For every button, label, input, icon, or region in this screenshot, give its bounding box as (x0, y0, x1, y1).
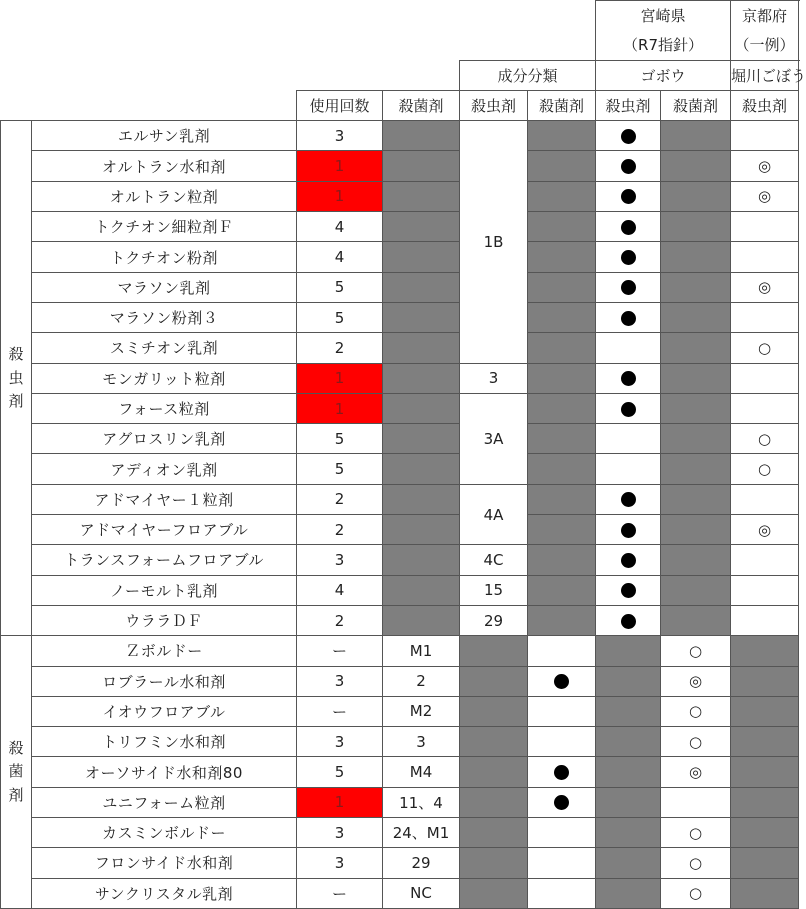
insecticide-row (1, 605, 799, 635)
use-count: 1 (297, 393, 383, 423)
filled-circle-icon (621, 371, 636, 386)
product-name: ノーモルト乳剤 (32, 575, 297, 605)
kyoto-insecticide-cell: ◎ (731, 181, 799, 211)
class-fungicide-cell (383, 242, 460, 272)
kyoto-fungicide-cell: ○ (661, 848, 731, 878)
miyazaki-fungicide-header: 殺菌剤 (528, 90, 596, 120)
use-count: 4 (297, 242, 383, 272)
class-insecticide-cell (460, 727, 528, 757)
class-fungicide-cell: NC (383, 878, 460, 908)
filled-circle-icon (621, 280, 636, 295)
kyoto-fungicide-cell (661, 363, 731, 393)
class-insecticide-cell (460, 818, 528, 848)
miyazaki-insecticide-cell (596, 302, 661, 332)
fungicide-row (1, 787, 799, 817)
kyoto-insecticide-cell (731, 484, 799, 514)
miyazaki-insecticide-cell (596, 151, 661, 181)
use-count: 4 (297, 212, 383, 242)
miyazaki-fungicide-cell (528, 696, 596, 726)
use-count: 2 (297, 333, 383, 363)
class-fungicide-cell (383, 454, 460, 484)
filled-circle-icon (554, 765, 569, 780)
miyazaki-title: 宮崎県 (596, 1, 731, 31)
kyoto-fungicide-cell (661, 272, 731, 302)
miyazaki-fungicide-cell (528, 363, 596, 393)
kyoto-insecticide-cell (731, 212, 799, 242)
class-fungicide-cell (383, 484, 460, 514)
kyoto-fungicide-cell (661, 121, 731, 151)
class-fungicide-cell (383, 181, 460, 211)
product-name: アディオン乳剤 (32, 454, 297, 484)
product-name: ロブラール水和剤 (32, 666, 297, 696)
group-char: 剤 (8, 785, 24, 804)
kyoto-insecticide-cell (731, 818, 799, 848)
use-count: 3 (297, 818, 383, 848)
kyoto-insecticide-cell (731, 393, 799, 423)
kyoto-insecticide-cell: ◎ (731, 515, 799, 545)
kyoto-insecticide-cell (731, 696, 799, 726)
class-fungicide-cell (383, 333, 460, 363)
use-count: 2 (297, 484, 383, 514)
use-count: ー (297, 696, 383, 726)
kyoto-fungicide-cell (661, 302, 731, 332)
header-row-1 (1, 1, 799, 31)
filled-circle-icon (621, 583, 636, 598)
kyoto-fungicide-cell (661, 212, 731, 242)
miyazaki-fungicide-cell (528, 212, 596, 242)
use-count: ー (297, 878, 383, 908)
class-insecticide-cell: 1B (460, 121, 528, 363)
miyazaki-insecticide-cell (596, 424, 661, 454)
kyoto-insecticide-cell (731, 878, 799, 908)
product-name: アグロスリン乳剤 (32, 424, 297, 454)
kyoto-insecticide-cell (731, 242, 799, 272)
group-char: 剤 (8, 391, 24, 410)
table-body (1, 1, 806, 909)
fungicide-group-label (1, 636, 32, 909)
kyoto-fungicide-cell: ○ (661, 636, 731, 666)
use-count: 3 (297, 848, 383, 878)
class-fungicide-cell (383, 575, 460, 605)
use-count: 3 (297, 121, 383, 151)
class-insecticide-cell (460, 666, 528, 696)
miyazaki-insecticide-cell (596, 636, 661, 666)
insecticide-row (1, 424, 799, 454)
fungicide-row (1, 636, 799, 666)
component-class-header: 成分分類 (460, 60, 596, 90)
miyazaki-fungicide-cell (528, 666, 596, 696)
miyazaki-fungicide-cell (528, 454, 596, 484)
miyazaki-fungicide-cell (528, 151, 596, 181)
filled-circle-icon (621, 523, 636, 538)
class-insecticide-cell (460, 636, 528, 666)
kyoto-fungicide-cell (661, 181, 731, 211)
filled-circle-icon (621, 614, 636, 629)
kyoto-insecticide-cell (731, 121, 799, 151)
class-insecticide-cell: 4C (460, 545, 528, 575)
insecticide-row (1, 212, 799, 242)
miyazaki-fungicide-cell (528, 545, 596, 575)
class-fungicide-cell: 3 (383, 727, 460, 757)
miyazaki-insecticide-cell (596, 393, 661, 423)
miyazaki-insecticide-cell (596, 484, 661, 514)
fungicide-row (1, 848, 799, 878)
product-name: ユニフォーム粒剤 (32, 787, 297, 817)
insecticide-row (1, 454, 799, 484)
kyoto-insecticide-cell (731, 302, 799, 332)
miyazaki-fungicide-cell (528, 121, 596, 151)
kyoto-insecticide-cell (731, 757, 799, 787)
kyoto-fungicide-cell (661, 787, 731, 817)
product-name: トクチオン細粒剤Ｆ (32, 212, 297, 242)
class-fungicide-cell (383, 515, 460, 545)
kyoto-title: 京都府 (731, 1, 799, 31)
kyoto-insecticide-header: 殺虫剤 (731, 90, 799, 120)
kyoto-fungicide-cell (661, 575, 731, 605)
insecticide-row (1, 545, 799, 575)
kyoto-insecticide-cell (731, 575, 799, 605)
class-fungicide-cell: M4 (383, 757, 460, 787)
miyazaki-fungicide-cell (528, 302, 596, 332)
kyoto-insecticide-cell: ○ (731, 424, 799, 454)
class-insecticide-header: 殺虫剤 (460, 90, 528, 120)
miyazaki-crop: ゴボウ (596, 60, 731, 90)
kyoto-fungicide-cell: ○ (661, 878, 731, 908)
filled-circle-icon (621, 553, 636, 568)
fungicide-row (1, 696, 799, 726)
product-name: Ｚボルドー (32, 636, 297, 666)
kyoto-fungicide-cell (661, 151, 731, 181)
product-name: モンガリット粒剤 (32, 363, 297, 393)
product-name: スミチオン乳剤 (32, 333, 297, 363)
miyazaki-insecticide-cell (596, 272, 661, 302)
kyoto-fungicide-header: 殺菌剤 (661, 90, 731, 120)
kyoto-fungicide-cell (661, 454, 731, 484)
insecticide-group-label (1, 121, 32, 636)
miyazaki-fungicide-cell (528, 878, 596, 908)
use-count: ー (297, 636, 383, 666)
miyazaki-insecticide-cell (596, 605, 661, 635)
kyoto-insecticide-cell: ◎ (731, 151, 799, 181)
kyoto-fungicide-cell (661, 333, 731, 363)
miyazaki-insecticide-cell (596, 696, 661, 726)
use-count: 5 (297, 302, 383, 332)
filled-circle-icon (621, 129, 636, 144)
kyoto-insecticide-cell (731, 363, 799, 393)
header-row-3 (1, 60, 799, 90)
product-name: マラソン乳剤 (32, 272, 297, 302)
use-count: 1 (297, 363, 383, 393)
class-fungicide-cell (383, 272, 460, 302)
fungicide-row (1, 878, 799, 908)
fungicide-row (1, 727, 799, 757)
class-insecticide-cell: 15 (460, 575, 528, 605)
product-name: マラソン粉剤３ (32, 302, 297, 332)
product-name: オルトラン粒剤 (32, 181, 297, 211)
filled-circle-icon (554, 674, 569, 689)
kyoto-fungicide-cell (661, 545, 731, 575)
product-name: エルサン乳剤 (32, 121, 297, 151)
kyoto-insecticide-cell: ○ (731, 454, 799, 484)
class-fungicide-cell (383, 121, 460, 151)
product-name: アドマイヤーフロアブル (32, 515, 297, 545)
miyazaki-insecticide-cell (596, 727, 661, 757)
product-name: イオウフロアブル (32, 696, 297, 726)
use-count: 5 (297, 272, 383, 302)
insecticide-row (1, 363, 799, 393)
class-insecticide-cell (460, 757, 528, 787)
filled-circle-icon (621, 250, 636, 265)
insecticide-row (1, 302, 799, 332)
miyazaki-note: （R7指針） (596, 30, 731, 60)
kyoto-insecticide-cell (731, 727, 799, 757)
miyazaki-insecticide-cell (596, 878, 661, 908)
product-name: アドマイヤー１粒剤 (32, 484, 297, 514)
class-fungicide-cell: M2 (383, 696, 460, 726)
use-count: 3 (297, 545, 383, 575)
header-row-2 (1, 30, 799, 60)
insecticide-row (1, 484, 799, 514)
miyazaki-insecticide-cell (596, 333, 661, 363)
class-insecticide-cell (460, 787, 528, 817)
filled-circle-icon (621, 492, 636, 507)
class-fungicide-cell: 11、4 (383, 787, 460, 817)
class-fungicide-cell: 29 (383, 848, 460, 878)
class-insecticide-cell: 3A (460, 393, 528, 484)
filled-circle-icon (554, 795, 569, 810)
use-count: 1 (297, 181, 383, 211)
fungicide-row (1, 757, 799, 787)
class-fungicide-cell: 2 (383, 666, 460, 696)
miyazaki-insecticide-cell (596, 181, 661, 211)
kyoto-fungicide-cell: ○ (661, 818, 731, 848)
use-count: 1 (297, 151, 383, 181)
class-fungicide-cell (383, 151, 460, 181)
miyazaki-insecticide-cell (596, 818, 661, 848)
kyoto-note: （一例） (731, 30, 799, 60)
class-fungicide-header: 殺菌剤 (383, 90, 460, 120)
use-count: 5 (297, 424, 383, 454)
kyoto-insecticide-cell (731, 787, 799, 817)
miyazaki-insecticide-cell (596, 454, 661, 484)
kyoto-fungicide-cell (661, 515, 731, 545)
kyoto-insecticide-cell (731, 636, 799, 666)
class-fungicide-cell (383, 424, 460, 454)
product-name: サンクリスタル乳剤 (32, 878, 297, 908)
miyazaki-insecticide-cell (596, 242, 661, 272)
use-count: 2 (297, 515, 383, 545)
header-row-4 (1, 90, 799, 120)
miyazaki-fungicide-cell (528, 242, 596, 272)
kyoto-fungicide-cell: ◎ (661, 666, 731, 696)
product-name: フォース粒剤 (32, 393, 297, 423)
insecticide-row (1, 181, 799, 211)
kyoto-insecticide-cell: ◎ (731, 272, 799, 302)
miyazaki-insecticide-cell (596, 515, 661, 545)
filled-circle-icon (621, 189, 636, 204)
use-count: 1 (297, 787, 383, 817)
miyazaki-fungicide-cell (528, 636, 596, 666)
kyoto-crop: 堀川ごぼう (731, 60, 799, 90)
miyazaki-fungicide-cell (528, 575, 596, 605)
miyazaki-fungicide-cell (528, 848, 596, 878)
class-insecticide-cell (460, 878, 528, 908)
miyazaki-fungicide-cell (528, 333, 596, 363)
product-name: オルトラン水和剤 (32, 151, 297, 181)
insecticide-row (1, 393, 799, 423)
insecticide-row (1, 242, 799, 272)
filled-circle-icon (621, 159, 636, 174)
filled-circle-icon (621, 311, 636, 326)
kyoto-insecticide-cell: ○ (731, 333, 799, 363)
miyazaki-insecticide-cell (596, 121, 661, 151)
miyazaki-insecticide-cell (596, 545, 661, 575)
filled-circle-icon (621, 402, 636, 417)
group-char: 虫 (8, 368, 24, 387)
insecticide-row (1, 515, 799, 545)
miyazaki-fungicide-cell (528, 393, 596, 423)
fungicide-row (1, 666, 799, 696)
miyazaki-fungicide-cell (528, 484, 596, 514)
class-insecticide-cell: 29 (460, 605, 528, 635)
class-fungicide-cell (383, 545, 460, 575)
kyoto-fungicide-cell (661, 424, 731, 454)
kyoto-fungicide-cell: ○ (661, 727, 731, 757)
product-name: オーソサイド水和剤80 (32, 757, 297, 787)
insecticide-row (1, 575, 799, 605)
class-fungicide-cell: M1 (383, 636, 460, 666)
use-count: 4 (297, 575, 383, 605)
insecticide-row (1, 333, 799, 363)
miyazaki-fungicide-cell (528, 787, 596, 817)
use-count: 3 (297, 666, 383, 696)
class-insecticide-cell: 4A (460, 484, 528, 545)
miyazaki-fungicide-cell (528, 605, 596, 635)
class-fungicide-cell (383, 302, 460, 332)
product-name: トランスフォームフロアブル (32, 545, 297, 575)
insecticide-row (1, 151, 799, 181)
insecticide-row (1, 121, 799, 151)
kyoto-fungicide-cell: ○ (661, 696, 731, 726)
miyazaki-fungicide-cell (528, 181, 596, 211)
kyoto-fungicide-cell (661, 484, 731, 514)
miyazaki-insecticide-cell (596, 212, 661, 242)
kyoto-insecticide-cell (731, 848, 799, 878)
class-fungicide-cell (383, 605, 460, 635)
use-count-header: 使用回数 (297, 90, 383, 120)
product-name: トリフミン水和剤 (32, 727, 297, 757)
miyazaki-fungicide-cell (528, 515, 596, 545)
kyoto-fungicide-cell (661, 393, 731, 423)
miyazaki-insecticide-cell (596, 363, 661, 393)
product-name: トクチオン粉剤 (32, 242, 297, 272)
miyazaki-fungicide-cell (528, 272, 596, 302)
kyoto-fungicide-cell: ◎ (661, 757, 731, 787)
class-insecticide-cell: 3 (460, 363, 528, 393)
kyoto-fungicide-cell (661, 605, 731, 635)
class-fungicide-cell (383, 363, 460, 393)
filled-circle-icon (621, 220, 636, 235)
use-count: 2 (297, 605, 383, 635)
use-count: 5 (297, 757, 383, 787)
group-char: 菌 (8, 762, 24, 781)
class-fungicide-cell: 24、M1 (383, 818, 460, 848)
class-insecticide-cell (460, 696, 528, 726)
miyazaki-insecticide-header: 殺虫剤 (596, 90, 661, 120)
class-fungicide-cell (383, 212, 460, 242)
miyazaki-insecticide-cell (596, 575, 661, 605)
insecticide-row (1, 272, 799, 302)
use-count: 3 (297, 727, 383, 757)
miyazaki-insecticide-cell (596, 787, 661, 817)
kyoto-insecticide-cell (731, 666, 799, 696)
class-fungicide-cell (383, 393, 460, 423)
group-char: 殺 (8, 739, 24, 758)
kyoto-insecticide-cell (731, 545, 799, 575)
miyazaki-fungicide-cell (528, 818, 596, 848)
product-name: フロンサイド水和剤 (32, 848, 297, 878)
miyazaki-insecticide-cell (596, 666, 661, 696)
miyazaki-fungicide-cell (528, 727, 596, 757)
use-count: 5 (297, 454, 383, 484)
product-name: ウララＤＦ (32, 605, 297, 635)
miyazaki-fungicide-cell (528, 757, 596, 787)
product-name: カスミンボルドー (32, 818, 297, 848)
kyoto-insecticide-cell (731, 605, 799, 635)
miyazaki-insecticide-cell (596, 757, 661, 787)
class-insecticide-cell (460, 848, 528, 878)
miyazaki-fungicide-cell (528, 424, 596, 454)
group-char: 殺 (8, 345, 24, 364)
kyoto-fungicide-cell (661, 242, 731, 272)
fungicide-row (1, 818, 799, 848)
miyazaki-insecticide-cell (596, 848, 661, 878)
